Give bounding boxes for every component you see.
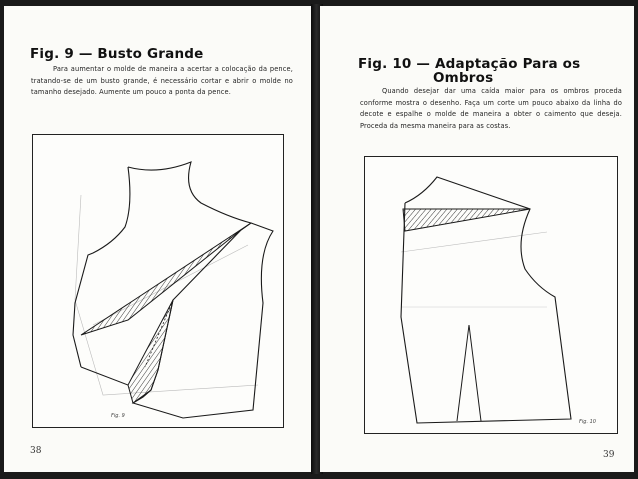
right-page (320, 6, 634, 472)
fig10-waist-dart (457, 325, 481, 421)
fig10-frame (364, 156, 618, 434)
fig10-bodice-drawing (365, 157, 619, 435)
left-page (4, 6, 314, 472)
fig10-title: Fig. 10 — Adaptação Para os (358, 56, 581, 72)
fig9-paragraph (31, 64, 293, 99)
fig9-title: Fig. 9 — Busto Grande (30, 46, 204, 62)
fig10-label: Fig. 10 (579, 419, 596, 425)
fig10-title-line2: Ombros (433, 70, 494, 86)
fig9-paragraph-text: Para aumentar o molde de maneira a acertar a colocação da pence, tratando-se de um busto grande, é necessário cortar e abrir o molde no tamanho desejado. Aumente um pouco a ponta da pence. (31, 65, 293, 97)
fig9-frame (32, 134, 284, 428)
fig9-bodice-drawing (33, 135, 285, 429)
fig9-label: Fig. 9 (111, 413, 125, 419)
right-page-number: 39 (603, 450, 615, 460)
fig10-shoulder-wedge (403, 209, 530, 231)
fig10-paragraph-text: Quando desejar dar uma caída maior para os ombros proceda conforme mostra o desenho. Faça um corte um pouco abaixo da linha do decote e espalhe o molde de maneira a obter o caimento que deseja. Proceda da mesma maneira para as costas. (360, 87, 622, 131)
fig10-paragraph (360, 86, 622, 133)
left-page-number: 38 (30, 446, 42, 456)
